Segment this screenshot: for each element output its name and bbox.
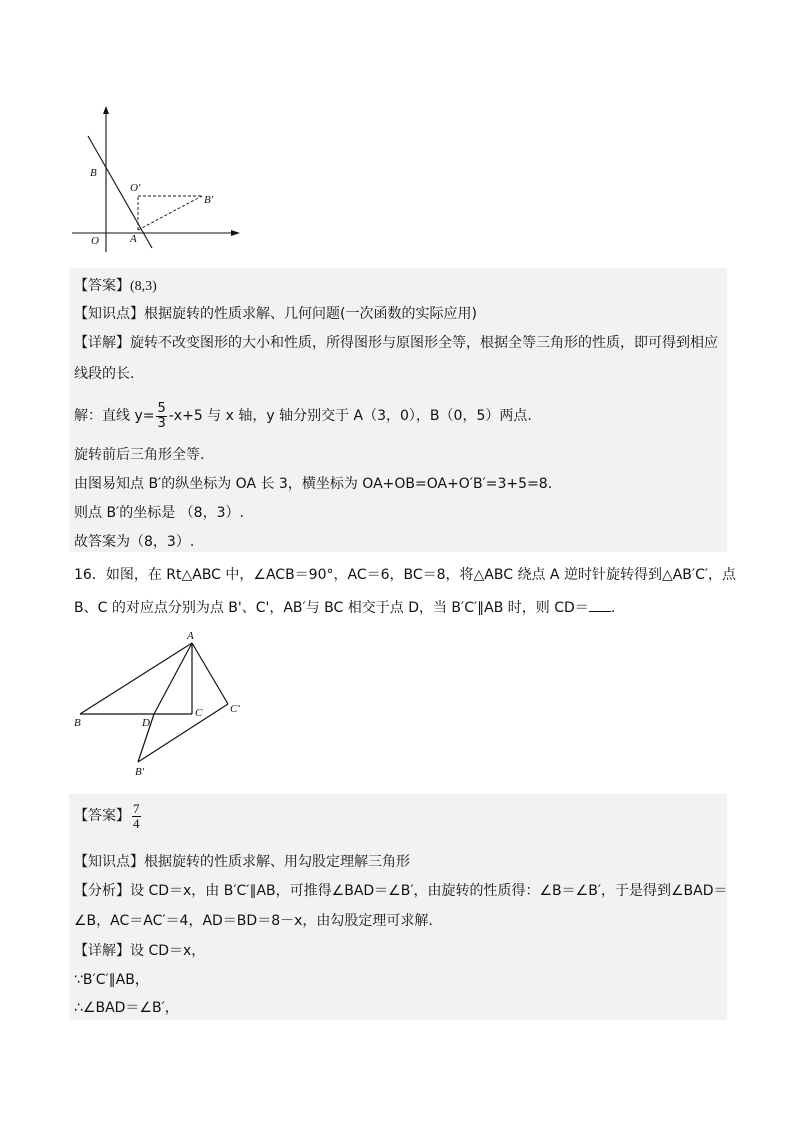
label-C1: C' [230,703,240,715]
slope-denominator: 3 [157,415,166,431]
solution-block-2 [69,794,727,1020]
label-A: A [130,233,137,245]
analysis-text-1: 设 CD＝x，由 B′C′∥AB，可推得∠BAD＝∠B′，由旋转的性质得：∠B＝∠B′，于是得到∠BAD＝ [130,883,728,899]
segment-A-B [80,643,192,714]
detail-line-1a [74,333,718,353]
answer-line-1 [74,276,157,297]
detail-line-2c: ∴∠BAD＝∠B′， [74,1000,179,1016]
detail-text-2: 设 CD＝x， [130,943,206,959]
label-D: D [142,717,150,729]
answer-denominator: 4 [133,815,140,831]
congruent-line: 旋转前后三角形全等. [74,447,205,463]
knowledge-tag: 【知识点】 [74,306,144,322]
detail-line-2a [74,941,205,961]
label-B1: B' [135,766,145,778]
sol-prefix: 解：直线 y= [74,408,155,424]
label-O: O [91,235,99,247]
label-C: C [195,707,203,719]
detail-line-1b: 线段的长. [74,366,135,382]
solution-equation-line [74,400,532,432]
analysis-line-2: ∠B，AC＝AC′＝4，AD＝BD＝8－x，由勾股定理可求解. [74,913,433,929]
label-B: B [74,717,81,729]
x-axis-arrow [231,230,240,236]
line-AB [88,136,152,248]
knowledge-text: 根据旋转的性质求解、用勾股定理解三角形 [144,854,410,870]
question-16-line-1: 16．如图，在 Rt△ABC 中，∠ACB＝90°，AC＝6，BC＝8，将△ABC 绕点 A 逆时针旋转得到△AB′C′，点 [74,567,737,583]
answer-tag: 【答案】 [74,808,130,824]
knowledge-tag: 【知识点】 [74,854,144,870]
slope-fraction [156,402,166,431]
knowledge-line-1 [74,304,477,324]
segment-A-C1 [192,643,228,704]
figure-triangle-rotation [68,628,258,778]
detail-tag: 【详解】 [74,943,130,959]
point-line: 则点 B′的坐标是 （8，3）. [74,505,244,521]
figure-rotation-axes [66,100,246,260]
label-B: B [90,167,97,179]
answer-numerator: 7 [133,800,140,816]
answer-blank [589,597,611,612]
answer-fraction [132,802,141,831]
label-B1: B' [204,194,214,206]
knowledge-text: 根据旋转的性质求解、几何问题(一次函数的实际应用) [144,306,477,322]
dashed-A-B1 [138,196,202,230]
sol-suffix: -x+5 与 x 轴，y 轴分别交于 A（3，0），B（0，5）两点. [168,408,532,424]
question-16-text: B、C 的对应点分别为点 B'、C'，AB′与 BC 相交于点 D，当 B′C′∥AB 时，则 CD＝ [74,600,589,616]
question-16-period: . [610,600,616,616]
segment-C1-B1 [138,704,228,762]
slope-numerator: 5 [157,400,166,416]
y-axis-arrow [103,106,109,114]
answer-tag: 【答案】 [74,278,130,294]
coords-line: 由图易知点 B′的纵坐标为 OA 长 3，横坐标为 OA+OB=OA+O′B′=3+5=8. [74,476,553,492]
answer-line-2 [74,800,143,834]
question-16-line-2 [74,597,615,618]
label-O1: O' [130,182,141,194]
segment-A-D [154,643,192,714]
answer-value: (8,3) [130,279,157,294]
label-A: A [187,630,194,642]
final-answer-line: 故答案为（8，3）. [74,534,195,550]
detail-text-1: 旋转不改变图形的大小和性质，所得图形与原图形全等，根据全等三角形的性质，即可得到相应 [130,335,718,351]
knowledge-line-2 [74,852,410,872]
detail-line-2b: ∵B′C′∥AB， [74,972,149,988]
analysis-tag: 【分析】 [74,883,130,899]
analysis-line-1 [74,881,728,901]
detail-tag: 【详解】 [74,335,130,351]
